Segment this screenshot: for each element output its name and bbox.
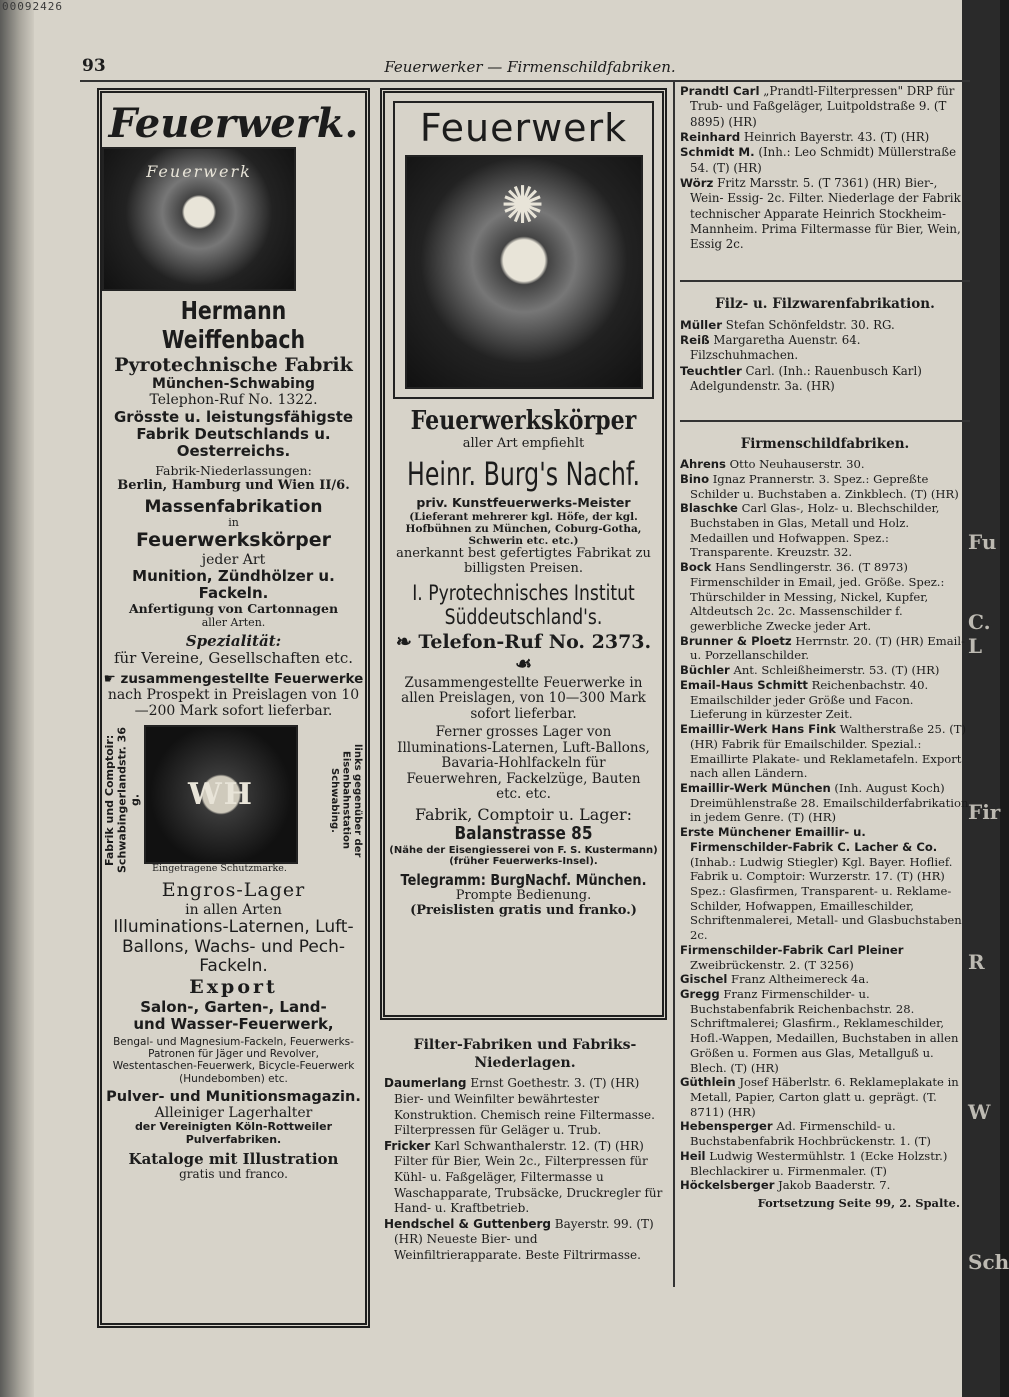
ad-title-frame [393,101,654,399]
section-heading: Filz- u. Filzwarenfabrikation. [715,296,935,312]
list-item [680,457,970,472]
firm-name: Heinr. Burg's Nachf. [407,454,640,493]
entry-name: Müller [680,317,723,332]
ghost-text: Fu [968,530,997,554]
trademark-block [102,725,365,880]
entry-text: Fritz Marsstr. 5. (T 7361) (HR) Bier-, Wein- Essig- 2c. Filter. Niederlage der Fabrik technischer Apparate Heinrich Stockheim-Mannheim. Prima Filtermasse für Bier, Wein, Essig 2c. [690,175,961,252]
entry-text: Ad. Firmenschild- u. Buchstabenfabrik Hochbrückenstr. 1. (T) [690,1119,931,1149]
ghost-text: R [968,950,985,974]
list-item [680,318,970,333]
list-item [680,560,970,634]
catalog: Kataloge mit Illustration [128,1149,339,1168]
factory-label: Fabrik, Comptoir u. Lager: [414,804,633,824]
entry-name: Prandtl Carl [680,84,760,98]
entry-text: Ignaz Prannerstr. 3. Spez.: Gepreßte Schilder u. Buchstaben a. Zinkblech. (T) (HR) [690,471,959,501]
filter-continuation [680,84,970,253]
fireworks-burst-icon: ✺ [500,175,547,236]
products: Feuerwerkskörper [410,405,637,436]
entry-name: Ahrens [680,457,726,472]
export: Export [189,976,278,999]
branches: Berlin, Hamburg und Wien II/6. [117,477,350,493]
entry-name: Emaillir-Werk München [680,780,831,795]
entry-name: Bino [680,471,710,486]
entry-text: Waltherstraße 25. (T) (HR) Fabrik für Emailschilder. Spezial.: Emaillirte Plakate- und Reklametafeln. Export nach allen Ländern. [690,722,967,781]
entry-name: Gregg [680,987,720,1002]
products: Feuerwerkskörper [135,528,332,551]
ad-weiffenbach [97,88,370,1328]
entry-text: (Inhab.: Ludwig Stiegler) Kgl. Bayer. Hoflief. Fabrik u. Comptoir: Wurzerstr. 17. (T) (HR) Spez.: Glasfirmen, Transparent- u. Reklame-Schilder, Hofwappen, Emailleschilder, Schriftenmalerei, Metall- und Glasbuchstaben 2c. [690,854,962,943]
ghost-text: C. L [968,610,991,658]
list-item [680,145,970,176]
claim: Grösste u. leistungsfähigste Fabrik Deutschlands u. Oesterreichs. [113,407,354,461]
combined-fireworks [102,672,365,688]
specialty: für Vereine, Gesellschaften etc. [113,649,354,668]
entry-name: Reinhard [680,129,741,144]
ad-title: Feuerwerk. [108,100,359,147]
scan-id: 00092426 [2,0,63,13]
section-rule [680,280,970,282]
list-item [680,678,970,722]
entry-text: Otto Neuhauserstr. 30. [729,457,865,472]
munition: Munition, Zündhölzer u. Fackeln. [132,566,335,602]
entry-text: Heinrich Bayerstr. 43. (T) (HR) [743,129,930,144]
firm-name: Hermann Weiffenbach [161,296,306,354]
entry-name: Hendschel & Guttenberg [384,1216,551,1231]
entry-text: (Inh. August Koch) Dreimühlenstraße 28. Emailschilderfabrikation in jedem Genre. (T) (HR) [690,780,969,825]
entry-name: Fricker [384,1138,431,1153]
continuation-note: Fortsetzung Seite 99, 2. Spalte. [757,1196,960,1211]
prompt: Prompte Bedienung. [455,888,592,904]
salon: Salon-, Garten-, Land- [140,997,327,1016]
list-item [680,1119,970,1148]
location: München-Schwabing [152,376,315,393]
telegram: Telegramm: BurgNachf. München. [400,870,647,889]
list-item [680,972,970,987]
fireworks-illustration [405,155,643,389]
ghost-text: Fir [968,800,1001,824]
ghost-text: Sch [968,1250,1009,1274]
ghost-text: W [968,1100,991,1124]
list-item [680,987,970,1075]
entry-name: Bock [680,560,712,575]
list-item [680,130,970,145]
list-item [680,472,970,501]
entry-text: Margaretha Auenstr. 64. Filzschuhmachen. [690,332,861,363]
branches-label: Fabrik-Niederlassungen: [155,463,312,479]
pricelists: (Preislisten gratis und franko.) [410,903,637,919]
ornament-left-icon: ❧ [395,631,419,654]
page-number: 93 [82,56,106,76]
entry-text: Josef Häberlstr. 6. Reklameplakate in Metall, Papier, Carton glatt u. geprägt. (T. 8711) (HR) [690,1075,959,1119]
entry-text: (Inh.: Leo Schmidt) Müllerstraße 54. (T) (HR) [690,145,957,175]
recognized: anerkannt best gefertigtes Fabrikat zu billigsten Preisen. [396,545,651,576]
entry-text: Franz Altheimereck 4a. [731,972,870,987]
all-kinds: aller Arten. [201,615,266,629]
all-types: in allen Arten [185,902,282,919]
list-item [680,663,970,678]
entry-name: Blaschke [680,501,738,516]
list-item [680,84,970,130]
prospect: nach Prospekt in Preislagen von 10—200 Mark sofort lieferbar. [107,687,360,720]
section-heading: Firmenschildfabriken. [740,436,910,452]
entry-text: Jakob Baaderstr. 7. [778,1178,891,1193]
entry-name: Wörz [680,175,714,190]
entry-name: Gischel [680,972,728,987]
side-text-right: links gegenüber der Eisenbahnstation Schwabing. [329,743,363,858]
section-rule [680,420,970,422]
gratis: gratis und franco. [179,1166,288,1181]
united-powder: der Vereinigten Köln-Rottweiler Pulverfabriken. [134,1120,333,1147]
entry-text: Stefan Schönfeldstr. 30. RG. [725,317,895,332]
running-head: Feuerwerker — Firmenschildfabriken. [384,58,676,76]
list-item [680,1178,970,1193]
entry-name: Emaillir-Werk Hans Fink [680,722,837,737]
institute: I. Pyrotechnisches Institut Süddeutschland's. [412,580,635,629]
schild-section [680,430,970,1211]
entry-text: Herrnstr. 20. (T) (HR) Email- u. Porzellanschilder. [690,633,965,663]
combined: Zusammengestellte Feuerwerke in allen Preislagen, von 10—300 Mark sofort lieferbar. [401,674,646,722]
ad-title: Feuerwerk [419,106,628,150]
entry-name: Teuchtler [680,363,742,378]
header-rule [80,80,970,82]
entry-name: Brunner & Ploetz [680,633,792,648]
entry-name: Email-Haus Schmitt [680,677,808,692]
entry-text: „Prandtl-Filterpressen" DRP für Trub- und Faßgeläger, Luitpoldstraße 9. (T 8895) (HR) [690,84,955,129]
trademark-image [144,725,298,864]
address: Balanstrasse 85 [454,823,593,845]
list-item [680,634,970,663]
filz-section [680,290,970,394]
entry-text: Carl. (Inh.: Rauenbusch Karl) Adelgundenstr. 3a. (HR) [690,363,922,393]
entry-name: Güthlein [680,1075,736,1090]
list-item [680,1149,970,1178]
powder-magazine: Pulver- und Munitionsmagazin. [106,1088,361,1105]
entry-name: Schmidt M. [680,145,755,160]
recommends: aller Art empfiehlt [462,435,585,451]
list-item [680,825,970,943]
formerly: (früher Feuerwerks-Insel). [449,856,598,868]
list-item [384,1217,666,1264]
word-in: in [228,516,239,530]
entry-text: Hans Sendlingerstr. 36. (T 8973) Firmenschilder in Email, jed. Größe. Spez.: Thürschilder in Messing, Nickel, Kupfer, Altdeutsch 2c. 2c. Massenschilder f. gewerbliche Zwecke jeder Art. [690,560,945,634]
illuminations: Illuminations-Laternen, Luft-Ballons, Wachs- und Pech-Fackeln. [113,917,354,977]
pointing-hand-icon: ☛ [103,670,121,687]
list-item [680,722,970,781]
list-item [680,501,970,560]
filter-section [384,1030,666,1264]
entry-text: Zweibrückenstr. 2. (T 3256) [690,957,854,972]
list-item [680,943,970,972]
near: (Nähe der Eisengiesserei von F. S. Kustermann) [389,844,658,856]
list-item [680,1075,970,1119]
list-item [680,176,970,253]
entry-name: Reiß [680,332,710,347]
phone-line [385,632,662,676]
ad-burg [380,88,667,1020]
list-item [680,364,970,395]
entry-text: Bayerstr. 99. (T) (HR) Neueste Bier- und Weinfiltrierapparate. Beste Filtrirmasse. [394,1216,654,1262]
entry-name: Firmenschilder-Fabrik Carl Pleiner [680,942,904,957]
entry-name: Hebensperger [680,1119,773,1134]
entry-text: Franz Firmenschilder- u. Buchstabenfabrik Reichenbachstr. 28. Schriftmalerei; Glasfirm., Reklameschilder, Hofl.-Wappen, Medaillen, Buchstaben in allen Größen u. Formen aus Glas, Metallguß u. Blech. (T) (HR) [690,987,959,1075]
entry-text: Ludwig Westermühlstr. 1 (Ecke Holzstr.) Blechlackirer u. Firmenmaler. (T) [690,1148,948,1178]
phone: Telefon-Ruf No. 2373. [418,631,652,654]
phone: Telephon-Ruf No. 1322. [149,392,318,409]
master: priv. Kunstfeuerwerks-Meister [416,495,631,511]
entry-name: Heil [680,1148,706,1163]
entry-text: Ant. Schleißheimerstr. 53. (T) (HR) [733,663,940,678]
bengal: Bengal- und Magnesium-Fackeln, Feuerwerks-Patronen für Jäger und Revolver, Westentaschen-Feuerwerk, Bicycle-Feuerwerk (Hundebomben) etc. [112,1036,355,1085]
entry-name: Höckelsberger [680,1178,775,1193]
stock: Ferner grosses Lager von Illuminations-Laternen, Luft-Ballons, Bavaria-Hohlfackeln für Feuerwehren, Fackelzüge, Bauten etc. etc. [397,724,650,803]
sole-storage: Alleiniger Lagerhalter [154,1105,313,1122]
column-rule [673,82,675,1287]
list-item [680,781,970,825]
water-fireworks: und Wasser-Feuerwerk, [133,1015,334,1034]
trademark-caption: Eingetragene Schutzmarke. [152,863,287,875]
entry-name: Büchler [680,663,730,678]
combined-text: zusammengestellte Feuerwerke [120,670,364,687]
book-spine [0,0,34,1397]
entry-text: Ernst Goethestr. 3. (T) (HR) Bier- und Weinfilter bewährtester Konstruktion. Chemisch reine Filtermasse. Filterpressen für Geläger u. Trub. [394,1076,655,1138]
cartons: Anfertigung von Cartonnagen [128,601,339,617]
mass-production: Massenfabrikation [144,496,323,517]
supplier: (Lieferant mehrerer kgl. Höfe, der kgl. Hofbühnen zu München, Coburg-Gotha, Schwerin etc. etc.) [405,510,642,547]
list-item [384,1076,666,1138]
entry-name: Erste Münchener Emaillir- u. Firmenschilder-Fabrik C. Lacher & Co. [680,825,938,854]
entry-name: Daumerlang [384,1076,467,1091]
business: Pyrotechnische Fabrik [114,353,353,376]
list-item [680,333,970,364]
entry-text: Carl Glas-, Holz- u. Blechschilder, Buchstaben in Glas, Metall und Holz. Medaillen und Hofwappen. Spez.: Transparente. Kreuzstr. 32. [690,501,940,560]
engros: Engros-Lager [161,879,306,902]
illustration-caption: Feuerwerk [146,162,252,181]
fireworks-illustration [102,147,296,291]
any-kind: jeder Art [201,551,266,568]
entry-text: Reichenbachstr. 40. Emailschilder jeder Größe und Facon. Lieferung in kürzester Zeit. [690,677,929,722]
entry-text: Karl Schwanthalerstr. 12. (T) (HR) Filter für Bier, Wein 2c., Filterpressen für Kühl- u. Faßgeläger, Filtermasse u Waschapparate, Trubsäcke, Druckregler für Hand- u. Kraftbetrieb. [394,1138,663,1216]
trademark-monogram-icon: WH [187,776,255,812]
side-text-left: Fabrik und Comptoir: Schwabingerlandstr. 36 g. [103,727,142,874]
specialty-label: Spezialität: [185,632,282,651]
list-item [384,1139,666,1217]
section-heading: Filter-Fabriken und Fabriks-Niederlagen. [413,1037,637,1072]
ornament-right-icon: ☙ [514,652,533,675]
